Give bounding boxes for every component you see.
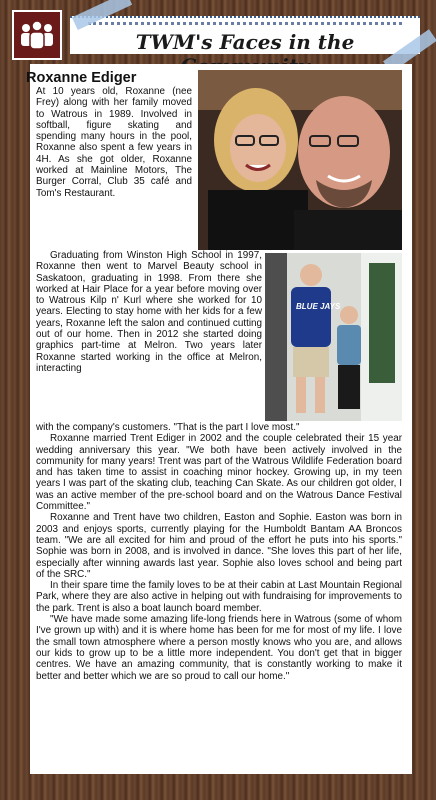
article-column-full xyxy=(36,422,402,682)
title-banner xyxy=(70,16,420,54)
paragraph-2 xyxy=(36,250,262,374)
article-column-left xyxy=(36,86,192,199)
person-name: Roxanne Ediger xyxy=(26,70,137,86)
paragraph-6: "We have made some amazing life-long friends here in Watrous (some of whom I've grown up with) and it is where home has been for me for most of my life. I love the small town atmosphere where a person mostly knows who you are, and allows our kids to grow up to be a little more independent. You don't get that in bigger centres. We have an amazing community, that is constantly working to make it better and better which we are so proud to call our home." xyxy=(36,614,402,682)
page-title: TWM's Faces in the xyxy=(135,30,355,54)
page-header xyxy=(12,10,424,60)
children-photo xyxy=(265,253,402,421)
paragraph-1: At 10 years old, Roxanne (nee Frey) along with her family moved to Watrous in 1989. Involved in softball, figure skating and spending many hours in the pool, Roxanne also spent a few years in 4H. As she got older, Roxanne worked at Mainline Motors, The Burger Corral, Club 35 café and Tom's Restaurant. xyxy=(36,86,192,199)
paragraph-5: In their spare time the family loves to be at their cabin at Last Mountain Regional Park, where they are also active in helping out with fundraising for improvements to the park. Trent is also a boat launch board member. xyxy=(36,580,402,614)
people-group-icon xyxy=(12,10,62,60)
jersey-text: BLUE JAYS xyxy=(296,302,341,311)
article-column-middle xyxy=(36,250,262,374)
paragraph-2-part-b: From there she worked at Hair Place for a year before moving over to Watrous Kilp n' Kurl where she worked for 10 years. Electing to stay home with her kids for a few years, Roxanne left the salon and continued cutting out of our home. Then in 2012 she started doing graphics part-time at Melron. Two years later Roxanne started working in the office at Melron, interacting xyxy=(36,272,262,374)
paragraph-2-end: with the company's customers. "That is the part I love most." xyxy=(36,422,300,433)
banner-dots xyxy=(88,22,402,27)
paragraph-2-part-a: Graduating from Winston High School in 1997, Roxanne then went to Marvel Beauty school in Saskatoon, graduating in 1998. xyxy=(36,250,262,284)
paragraph-4: Roxanne and Trent have two children, Easton and Sophie. Easton was born in 2003 and enjoys sports, currently playing for the Humboldt Bantam AA Broncos team. "We are all excited for him and proud of the effort he puts into his sports." Sophie was born in 2008, and is involved in dance. "She loves this part of her life, especially after winning awards last year. Sophie also loves school and being part of the SRC." xyxy=(36,512,402,580)
paragraph-3: Roxanne married Trent Ediger in 2002 and the couple celebrated their 15 year wedding anniversary this year. "We both have been actively involved in the community for many years! Trent was part of the Watrous Wildlife Federation board and has taken time to assist in coaching minor hockey. Growing up, in my teen years I was part of the skating club, teaching Can Skate. As our children got older, I was an active member of the pre-school board and on the Watrous Dance Festival Committee." xyxy=(36,433,402,513)
couple-photo xyxy=(198,70,402,250)
